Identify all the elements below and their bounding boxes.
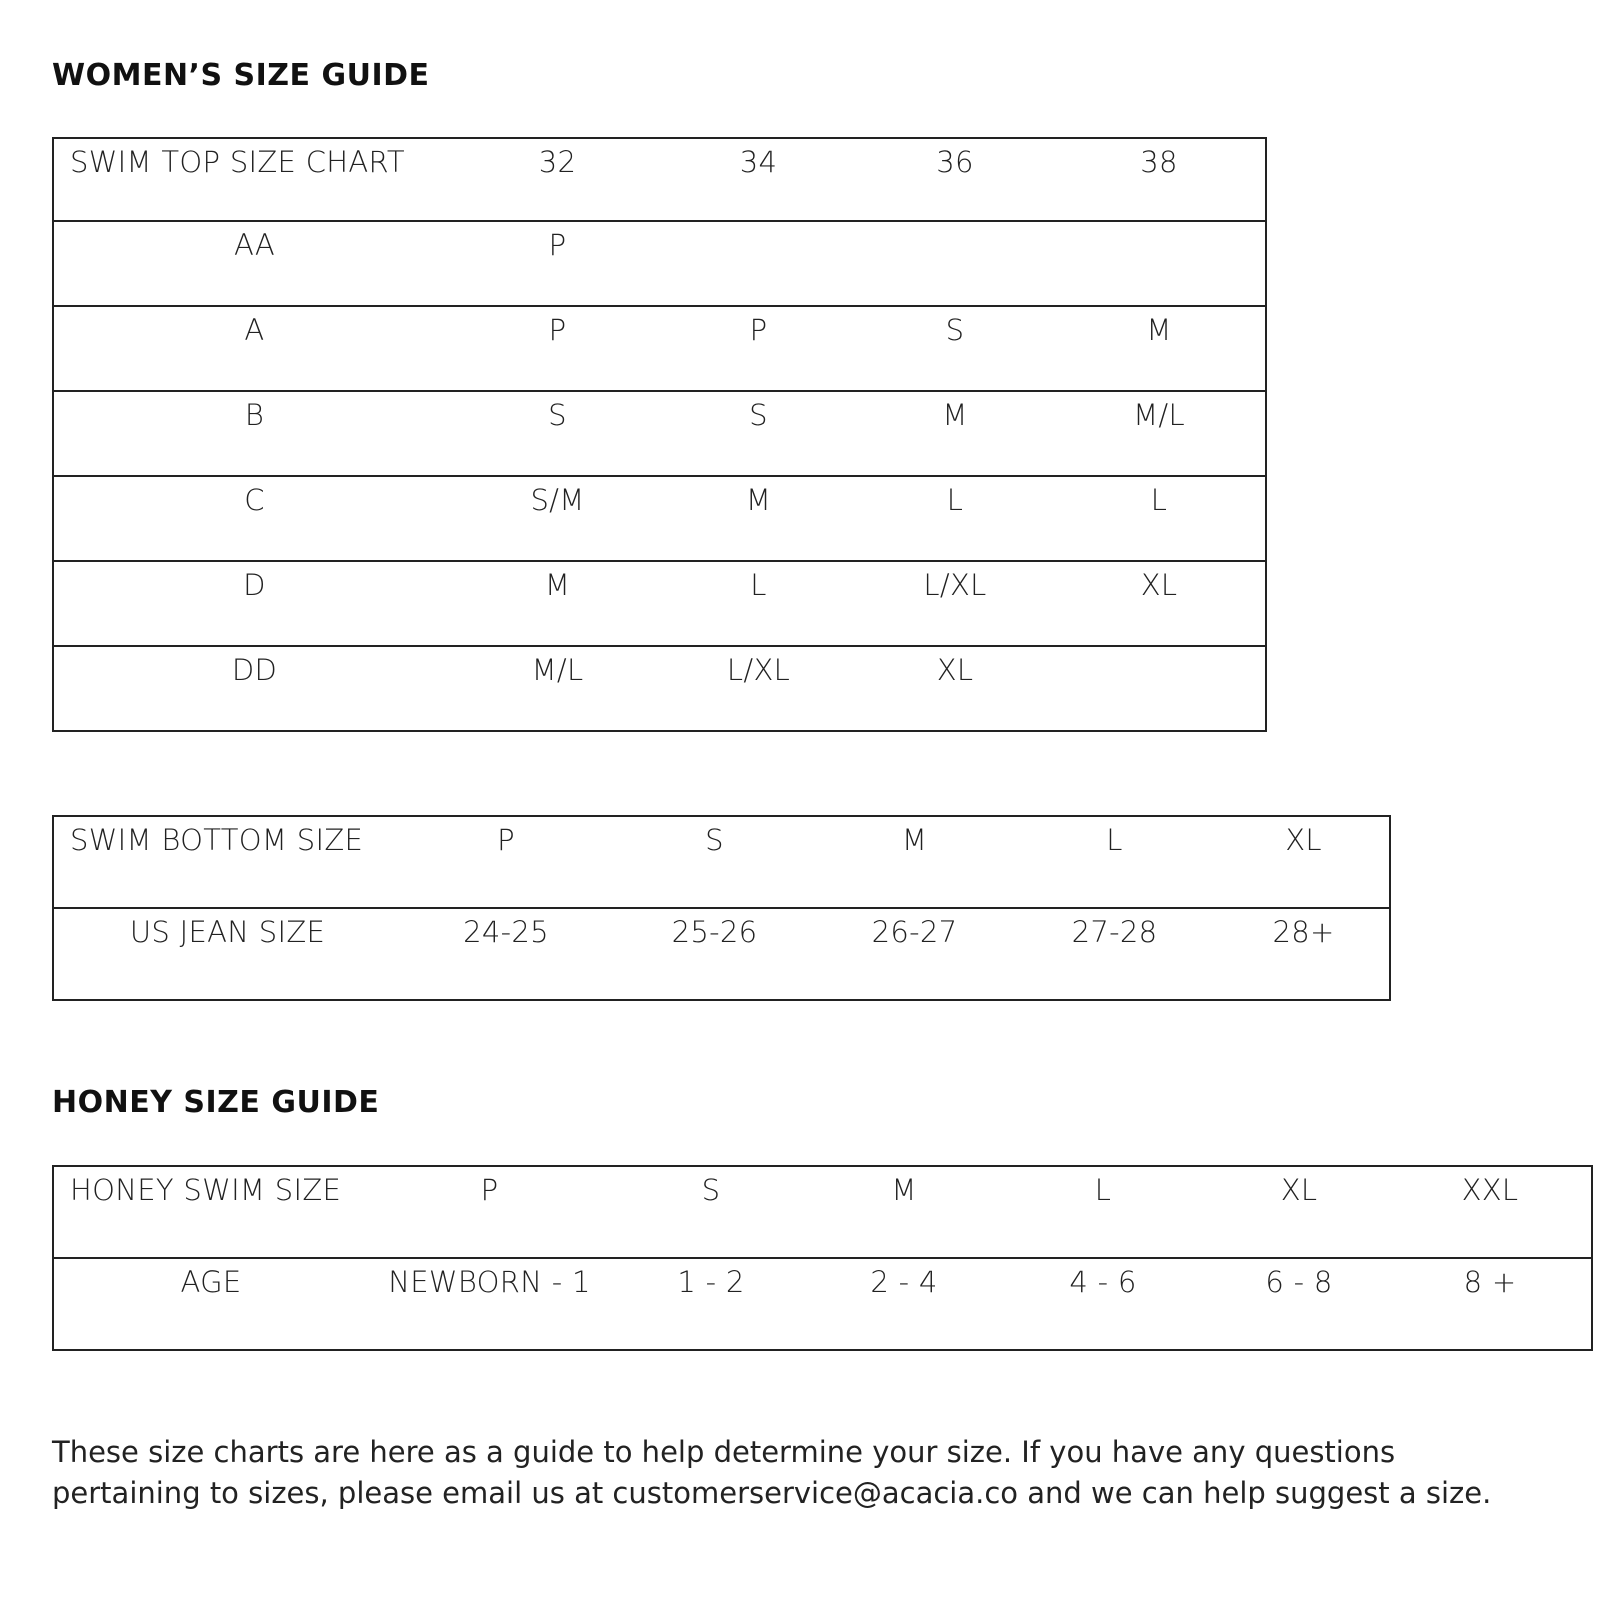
table-header-row (53, 816, 1390, 908)
jean-size-cell: 24-25 (401, 908, 611, 1000)
table-row (53, 646, 1266, 731)
age-cell: NEWBORN - 1 (368, 1258, 611, 1350)
size-header: S (611, 1166, 811, 1258)
swim-bottom-size-chart (52, 815, 1391, 1001)
cup-size-cell: C (53, 476, 455, 561)
size-cell: M/L (1053, 391, 1266, 476)
size-cell: S/M (455, 476, 660, 561)
table-header-row (53, 138, 1266, 221)
top-chart-title: SWIM TOP SIZE CHART (53, 138, 455, 221)
honey-chart-title: HONEY SWIM SIZE (53, 1166, 368, 1258)
age-cell: 1 - 2 (611, 1258, 811, 1350)
size-cell: L/XL (857, 561, 1053, 646)
size-cell: M (857, 391, 1053, 476)
size-cell: P (660, 306, 857, 391)
table-row (53, 476, 1266, 561)
age-cell: 8 + (1389, 1258, 1592, 1350)
band-size-header: 38 (1053, 138, 1266, 221)
table-row (53, 306, 1266, 391)
jean-size-cell: 27-28 (1011, 908, 1218, 1000)
size-cell: XL (1053, 561, 1266, 646)
size-header: S (611, 816, 818, 908)
row-label: US JEAN SIZE (53, 908, 401, 1000)
size-cell: M (1053, 306, 1266, 391)
size-header: XXL (1389, 1166, 1592, 1258)
size-cell: L/XL (660, 646, 857, 731)
size-header: P (368, 1166, 611, 1258)
cup-size-cell: AA (53, 221, 455, 306)
cup-size-cell: D (53, 561, 455, 646)
cup-size-cell: A (53, 306, 455, 391)
size-cell: S (857, 306, 1053, 391)
cup-size-cell: DD (53, 646, 455, 731)
size-header: M (818, 816, 1011, 908)
age-cell: 6 - 8 (1209, 1258, 1389, 1350)
size-cell: S (660, 391, 857, 476)
table-header-row (53, 1166, 1592, 1258)
size-header: XL (1218, 816, 1390, 908)
size-cell: M (660, 476, 857, 561)
size-cell: P (455, 306, 660, 391)
table-row (53, 391, 1266, 476)
table-row (53, 908, 1390, 1000)
table-row (53, 221, 1266, 306)
size-cell: L (1053, 476, 1266, 561)
cup-size-cell: B (53, 391, 455, 476)
row-label: AGE (53, 1258, 368, 1350)
size-cell: L (857, 476, 1053, 561)
swim-top-size-chart (52, 137, 1267, 732)
size-cell (660, 221, 857, 306)
band-size-header: 36 (857, 138, 1053, 221)
size-header: L (997, 1166, 1209, 1258)
size-cell (1053, 221, 1266, 306)
age-cell: 2 - 4 (811, 1258, 997, 1350)
honey-size-guide-heading: HONEY SIZE GUIDE (52, 1085, 380, 1120)
size-cell: S (455, 391, 660, 476)
age-cell: 4 - 6 (997, 1258, 1209, 1350)
size-cell: L (660, 561, 857, 646)
honey-size-chart (52, 1165, 1593, 1351)
table-row (53, 561, 1266, 646)
size-cell (857, 221, 1053, 306)
bottom-chart-title: SWIM BOTTOM SIZE (53, 816, 401, 908)
size-header: P (401, 816, 611, 908)
womens-size-guide-heading: WOMEN’S SIZE GUIDE (52, 58, 430, 93)
size-header: XL (1209, 1166, 1389, 1258)
band-size-header: 32 (455, 138, 660, 221)
size-cell: XL (857, 646, 1053, 731)
size-guide-note: These size charts are here as a guide to help determine your size. If you have any questions pertaining to sizes, please email us at customerservice@acacia.co and we can help suggest a size. (52, 1435, 1492, 1510)
size-header: L (1011, 816, 1218, 908)
jean-size-cell: 25-26 (611, 908, 818, 1000)
band-size-header: 34 (660, 138, 857, 221)
table-row (53, 1258, 1592, 1350)
size-cell: M (455, 561, 660, 646)
jean-size-cell: 26-27 (818, 908, 1011, 1000)
size-cell: P (455, 221, 660, 306)
jean-size-cell: 28+ (1218, 908, 1390, 1000)
size-cell (1053, 646, 1266, 731)
size-header: M (811, 1166, 997, 1258)
size-cell: M/L (455, 646, 660, 731)
